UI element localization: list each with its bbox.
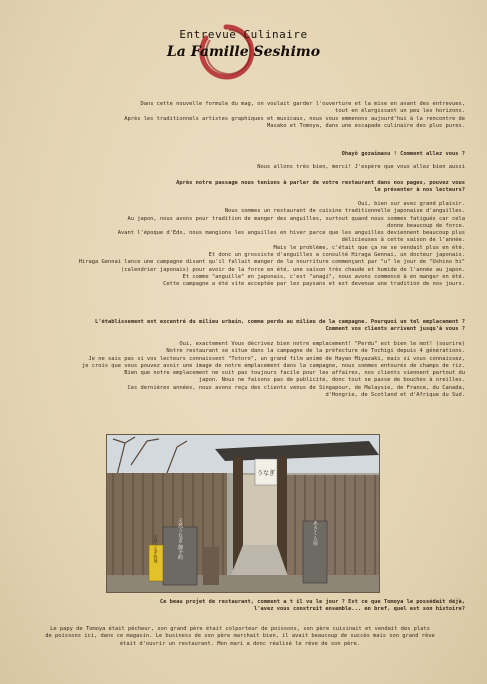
- yellow-sign-text: 天然うなぎ料理: [153, 535, 159, 563]
- answer-2: Oui, bien sur avec grand plaisir. Nous sommes un restaurant de cuisine traditionnelle japonaise d'anguilles. Au japon, nous avons pour tradition de manger des anguilles, surtout quand nous sommes fatigués car cela donne beaucoup de force. Avant l'époque d'Edo, nous mangions les anguilles en hiver parce que les anguilles deviennent beaucoup plus délicieuses à cette saison de l'année. Mais le problème, c'était que ça ne se vendait plus en été. Et donc un grossiste d'anguilles a consulté Hiraga Gennai, un docteur japonais. Hiraga Gennai lance une campagne disant qu'il fallait manger de la nourriture commençant par "u" le jour de "Ushino hi" (calendrier japonais) pour avoir de la force en été, une saison très chaude et humide de l'année au japon. Et comme "anguille" en japonais, c'est "unagi", nous avons commencé à en manger en été. Cette campagne a été vite acceptée par les paysans et est devenue une tradition de nos jours.: [78, 201, 465, 288]
- answer-4: Le papy de Tomoya était pêcheur, son grand père était colporteur de poissons, son père cuisinait et vendait des plats de poissons ici, dans ce magasin. Le business de son père marchait bien, il avait beaucoup de succès mais son grand rêve était d'ouvrir un restaurant. Mon mari a donc réalisé le rêve de son père.: [45, 626, 435, 647]
- stone-left-text: 天然うなぎ 御予約: [177, 518, 183, 560]
- answer-1: Nous allons très bien, merci! J'espère que vous allez bien aussi: [257, 164, 465, 170]
- question-4: Ce beau projet de restaurant, comment a t il vu le jour ? Est ce que Tomoya le possédait déjà, l'avez vous construit ensemble... en bref, quel est son histoire?: [159, 599, 465, 613]
- question-2: Après notre passage nous tenions à parler de votre restaurant dans nos pages, pouvez vous le présenter à nos lecteurs?: [176, 180, 465, 194]
- stone-right-text: あさくら屋: [312, 520, 318, 546]
- section-kicker: Entrevue Culinaire: [179, 28, 308, 41]
- question-3: L'établissement est excentré du milieu urbain, comme perdu au milieu de la campagne. Pourquoi un tel emplacement ? Comment vos clients arrivent jusqu'à vous ?: [95, 319, 465, 333]
- page-title: La Famille Seshimo: [166, 44, 321, 60]
- intro-paragraph: Dans cette nouvelle formule du mag, on voulait garder l'ouverture et la mise en avant des entrevues, tout en élargissant un peu les horizons. Après les traditionnels artistes graphiques et musicaux, nous vous emmenons aujourd'hui à la rencontre de Masako et Tomoya, dans une escapade culinaire des plus pures.: [124, 101, 465, 129]
- shop-sign-text: うなぎ: [256, 470, 276, 477]
- answer-3: Oui, exactement Vous décrivez bien notre emplacement! "Perdu" est bien le mot! (sourire) Notre restaurant se situe dans la campagne de la préfecture de Tochigi depuis 4 générations. Je ne sais pas si vos lecteurs connaissent "Totoro", un grand film animé de Hayao Miyazaki, mais si vous connaissez, je crois que vous pouvez avoir une image de notre emplacement dans la campagne, nous sommes entourés de champs de riz. Bien que notre emplacement ne soit pas toujours facile pour les affaires, nos clients viennent partout du japon. Nous ne faisons pas de publicité, donc tout se passe de bouches à oreilles. Ces dernières années, nous avons reçu des clients venus de Singapour, de Malaysie, de France, du Canada, d'Hongrie, de Scotland et d'Afrique du Sud.: [82, 341, 465, 399]
- restaurant-photo: [106, 434, 380, 593]
- header: [0, 22, 487, 80]
- question-1: Ohayô gozaimasu ! Comment allez vous ?: [341, 151, 465, 157]
